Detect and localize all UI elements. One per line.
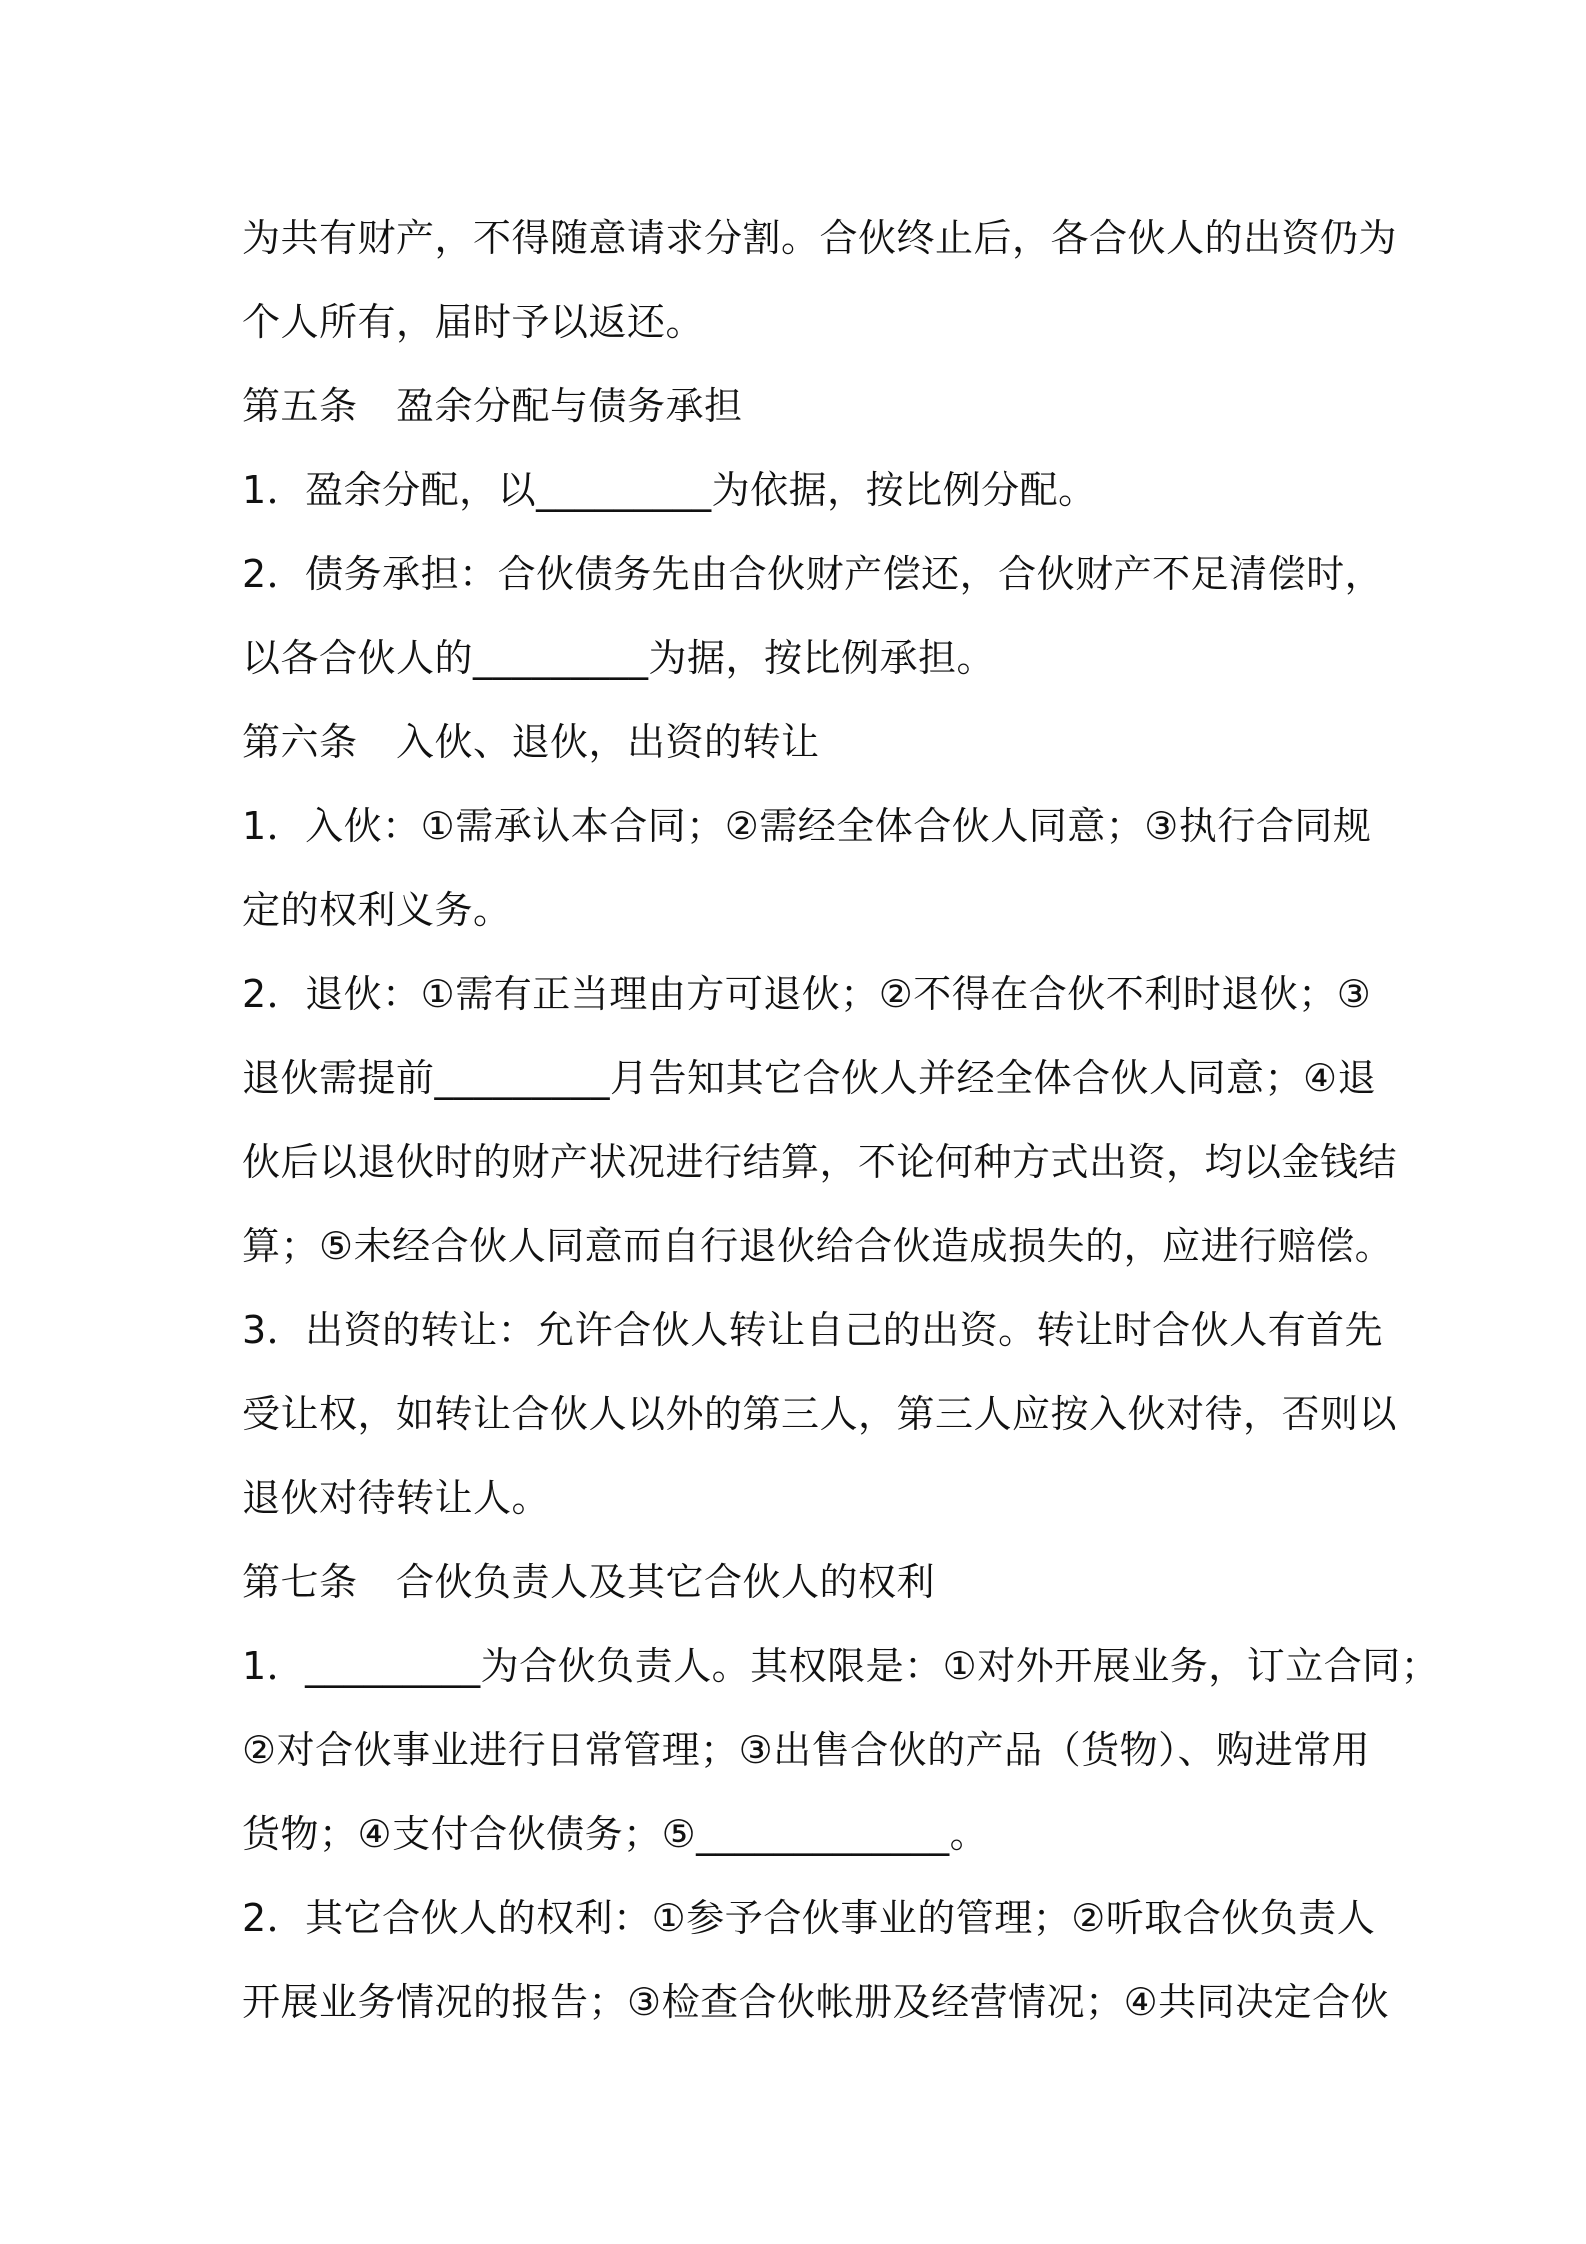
text-line: 退伙对待转让人。 (242, 1476, 551, 1520)
text-line: 3．出资的转让：允许合伙人转让自己的出资。转让时合伙人有首先 (242, 1308, 1384, 1352)
text-line: ②对合伙事业进行日常管理；③出售合伙的产品（货物）、购进常用 (242, 1728, 1371, 1772)
text-line: 1．_________为合伙负责人。其权限是：①对外开展业务，订立合同； (242, 1644, 1440, 1688)
text-line: 受让权，如转让合伙人以外的第三人，第三人应按入伙对待，否则以 (242, 1392, 1398, 1436)
text-line: 定的权利义务。 (242, 888, 512, 932)
article-heading: 第五条 盈余分配与债务承担 (242, 384, 743, 428)
text-line: 为共有财产，不得随意请求分割。合伙终止后，各合伙人的出资仍为 (242, 216, 1398, 260)
text-line: 2．债务承担：合伙债务先由合伙财产偿还，合伙财产不足清偿时， (242, 552, 1384, 596)
text-line: 1．入伙：①需承认本合同；②需经全体合伙人同意；③执行合同规 (242, 804, 1372, 848)
document-body (242, 196, 1440, 2044)
text-line: 2．退伙：①需有正当理由方可退伙；②不得在合伙不利时退伙；③ (242, 972, 1372, 1016)
article-heading: 第六条 入伙、退伙，出资的转让 (242, 720, 820, 764)
text-line: 1．盈余分配，以_________为依据，按比例分配。 (242, 468, 1097, 512)
text-line: 开展业务情况的报告；③检查合伙帐册及经营情况；④共同决定合伙 (242, 1980, 1390, 2024)
text-line: 伙后以退伙时的财产状况进行结算，不论何种方式出资，均以金钱结 (242, 1140, 1398, 1184)
text-line: 2．其它合伙人的权利：①参予合伙事业的管理；②听取合伙负责人 (242, 1896, 1376, 1940)
text-line: 以各合伙人的_________为据，按比例承担。 (242, 636, 996, 680)
text-line: 算；⑤未经合伙人同意而自行退伙给合伙造成损失的，应进行赔偿。 (242, 1224, 1394, 1268)
text-line: 退伙需提前_________月告知其它合伙人并经全体合伙人同意；④退 (242, 1056, 1377, 1100)
text-line: 个人所有，届时予以返还。 (242, 300, 705, 344)
text-line: 货物；④支付合伙债务；⑤_____________。 (242, 1812, 989, 1856)
article-heading: 第七条 合伙负责人及其它合伙人的权利 (242, 1560, 936, 1604)
